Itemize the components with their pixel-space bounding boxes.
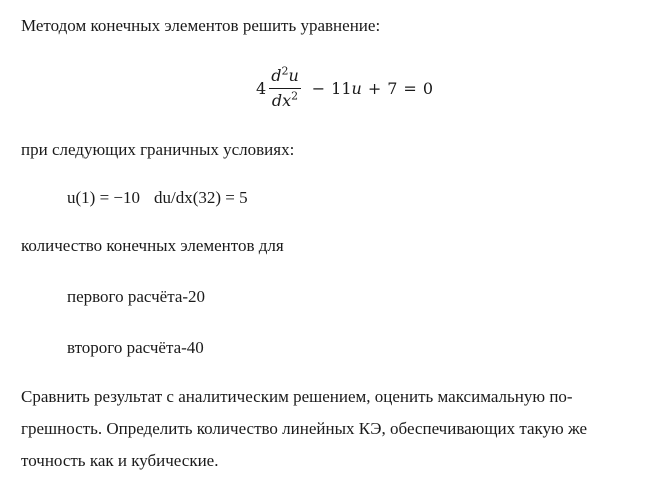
first-calculation-count: первого расчёта-20 (67, 287, 206, 306)
fraction-denominator: $dx^2$ (271, 89, 299, 110)
boundary-condition-1: u(1) = −10 (67, 188, 140, 207)
equation-rest: − 11u + 7 = 0 (311, 78, 434, 98)
boundary-condition-2: du/dx(32) = 5 (154, 188, 248, 207)
task-intro-text: Методом конечных элементов решить уравнение: (21, 16, 381, 35)
fraction-numerator: $d^2u$ (271, 64, 299, 85)
boundary-conditions (67, 188, 248, 208)
boundary-conditions-intro: при следующих граничных условиях: (21, 140, 295, 159)
comparison-text-line-1: Сравнить результат с аналитическим решением, оценить максимальную по- (21, 387, 573, 406)
second-calculation-count: второго расчёта-40 (67, 338, 204, 357)
differential-equation (256, 60, 433, 116)
second-derivative-fraction (269, 66, 301, 111)
comparison-text-line-3: точность как и кубические. (21, 451, 219, 470)
element-count-intro: количество конечных элементов для (21, 236, 284, 255)
equation-coefficient: 4 (256, 78, 267, 98)
comparison-text-line-2: грешность. Определить количество линейных КЭ, обеспечивающих такую же (21, 419, 588, 438)
